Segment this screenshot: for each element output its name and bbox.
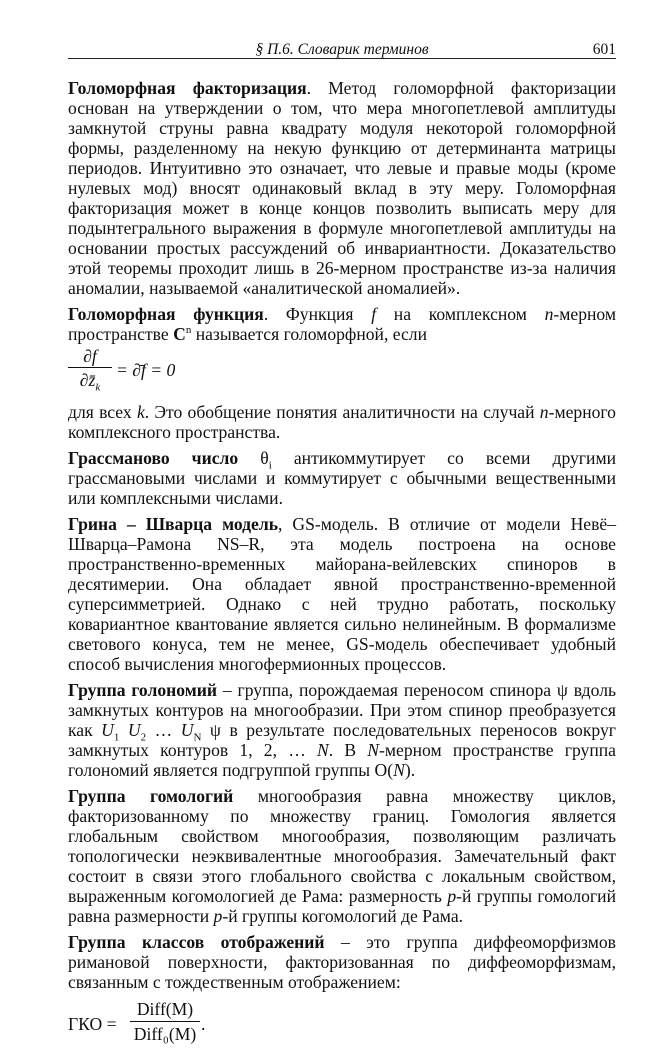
entry-text: на комплексном — [376, 304, 545, 324]
entry-grassmann-number — [68, 448, 616, 508]
math-sub: 2 — [140, 731, 147, 744]
entry-holomorphic-function — [68, 304, 616, 344]
entry-term: Грассманово число — [68, 448, 239, 468]
math-sub: i — [268, 459, 272, 472]
math-var: U — [101, 720, 114, 740]
formula-period: . — [201, 1014, 206, 1034]
math-var: U — [180, 720, 194, 740]
entry-green-schwarz — [68, 514, 616, 674]
math-var: N — [367, 740, 380, 760]
math-var: U — [127, 720, 141, 740]
entry-holonomy-group — [68, 680, 616, 780]
entry-text: -мерном пространстве — [68, 304, 617, 344]
entry-text: – это группа диффеоморфизмов римановой поверхности, факторизованная по диффеоморфизмам, связанным с тождественным отображением: — [68, 932, 616, 992]
entry-term: Группа голономий — [68, 680, 218, 700]
math-sub: 1 — [113, 731, 120, 744]
math-var: n — [539, 402, 549, 422]
math-var: N — [317, 740, 329, 760]
entry-text: . Функция — [263, 304, 372, 324]
math-var: f — [371, 304, 377, 324]
fraction — [130, 998, 200, 1045]
fraction-numerator: Diff(M) — [136, 999, 194, 1019]
math-var: C — [173, 324, 186, 344]
entry-term: Группа классов отображений — [68, 932, 325, 952]
entry-text: . Метод голоморфной факторизации основан на утверждении о том, что мера многопетлевой амплитуды замкнутой струны равна квадрату модуля некоторой голоморфной формы, разделенному на некую функцию от детерминанта матрицы периодов. Интуитивно это означает, что левые и правые моды (кроме нулевых мод) вносят одинаковый вклад в эту меру. Голоморфная факторизация может в конце концов позволить выписать меру для подынтегрального выражения в формуле многопетлевой амплитуды на основании простых рассуждений об инвариантности. Доказательство этой теоремы проходит лишь в 26-мерном пространстве из-за наличия аномалии, называемой «аналитической аномалией». — [68, 78, 616, 298]
math-dots: … — [146, 720, 181, 740]
fraction-bar — [68, 367, 112, 368]
entry-holomorphic-factorization — [68, 78, 616, 298]
fraction-denominator: Diff₀(M) — [133, 1024, 197, 1044]
entry-holomorphic-function-cont — [68, 402, 616, 442]
formula-holomorphic — [68, 346, 616, 396]
entry-term: Голоморфная факторизация — [68, 78, 307, 98]
running-title: § П.6. Словарик терминов — [255, 41, 429, 58]
math-var: p — [447, 886, 457, 906]
fraction-numerator: ∂f — [83, 346, 97, 366]
fraction — [68, 346, 112, 394]
entry-text: , GS-модель. В отличие от модели Невё–Шварца–Рамона NS–R, эта модель построена на основе пространственно-временных майорана-вейлевских спиноров в десятимерии. Она обладает явной пространственно-временной суперсимметрией. Однако с ней трудно работать, поскольку ковариантное квантование является сильно нелинейным. В формализме светового конуса, тем не менее, GS-модель обеспечивает удобный способ вычисления многофермионных процессов. — [68, 514, 616, 674]
formula-lhs: ГКО = — [68, 1014, 117, 1034]
entry-text: . В — [328, 740, 368, 760]
entry-term: Грина – Шварца модель — [68, 514, 278, 534]
entry-text: -мерном пространстве группа голономий является подгруппой группы O( — [68, 740, 616, 780]
entry-text: -й группы гомологий равна размерности — [68, 886, 616, 926]
entry-term: Группа гомологий — [68, 786, 234, 806]
math-var: n — [544, 304, 554, 324]
math-var: ψ — [201, 720, 221, 740]
math-var: N — [393, 760, 405, 780]
math-var: p — [213, 906, 223, 926]
text-column — [68, 78, 616, 1052]
entry-mapping-class-group — [68, 932, 616, 992]
entry-text: многообразия равна множеству циклов, факторизованному по множеству границ. Гомология является глобальным свойством многообразия, позволяющим различать топологически неэквивалентные многообразия. Замечательный факт состоит в связи этого глобального свойства с локальным свойством, выраженным когомологией де Рама: размерность — [68, 786, 616, 906]
math-sub: N — [193, 731, 202, 744]
formula-rest: = ∂̄f = 0 — [116, 360, 176, 380]
math-sup: n — [185, 324, 192, 337]
den-sub: k — [95, 381, 101, 394]
math-var: θ — [238, 448, 269, 468]
entry-text: для всех — [68, 402, 137, 422]
entry-text: антикоммутирует со всеми другими грассмановыми числами и коммутирует с обычными вещественными или комплексными числами. — [68, 448, 616, 508]
fraction-denominator — [68, 369, 112, 394]
fraction-bar — [130, 1021, 200, 1022]
den-text: ∂z̄ — [79, 370, 96, 390]
running-header — [68, 38, 616, 59]
page-number: 601 — [592, 41, 616, 58]
formula-mcg — [68, 998, 616, 1052]
entry-text: -мерного комплексного пространства. — [68, 402, 616, 442]
entry-homology-group — [68, 786, 616, 926]
entry-text: -й группы когомологий де Рама. — [222, 906, 464, 926]
entry-text: . Это обобщение понятия аналитичности на случай — [144, 402, 540, 422]
entry-text: в результате последовательных переносов вокруг замкнутых контуров 1, 2, … — [68, 720, 616, 760]
entry-text: – группа, порождаемая переносом спинора ψ вдоль замкнутых контуров на многообразии. При этом спинор преобразуется как — [68, 680, 616, 740]
entry-term: Голоморфная функция — [68, 304, 264, 324]
entry-text: называется голоморфной, если — [191, 324, 427, 344]
math-var: k — [136, 402, 145, 422]
entry-text: ). — [404, 760, 416, 780]
